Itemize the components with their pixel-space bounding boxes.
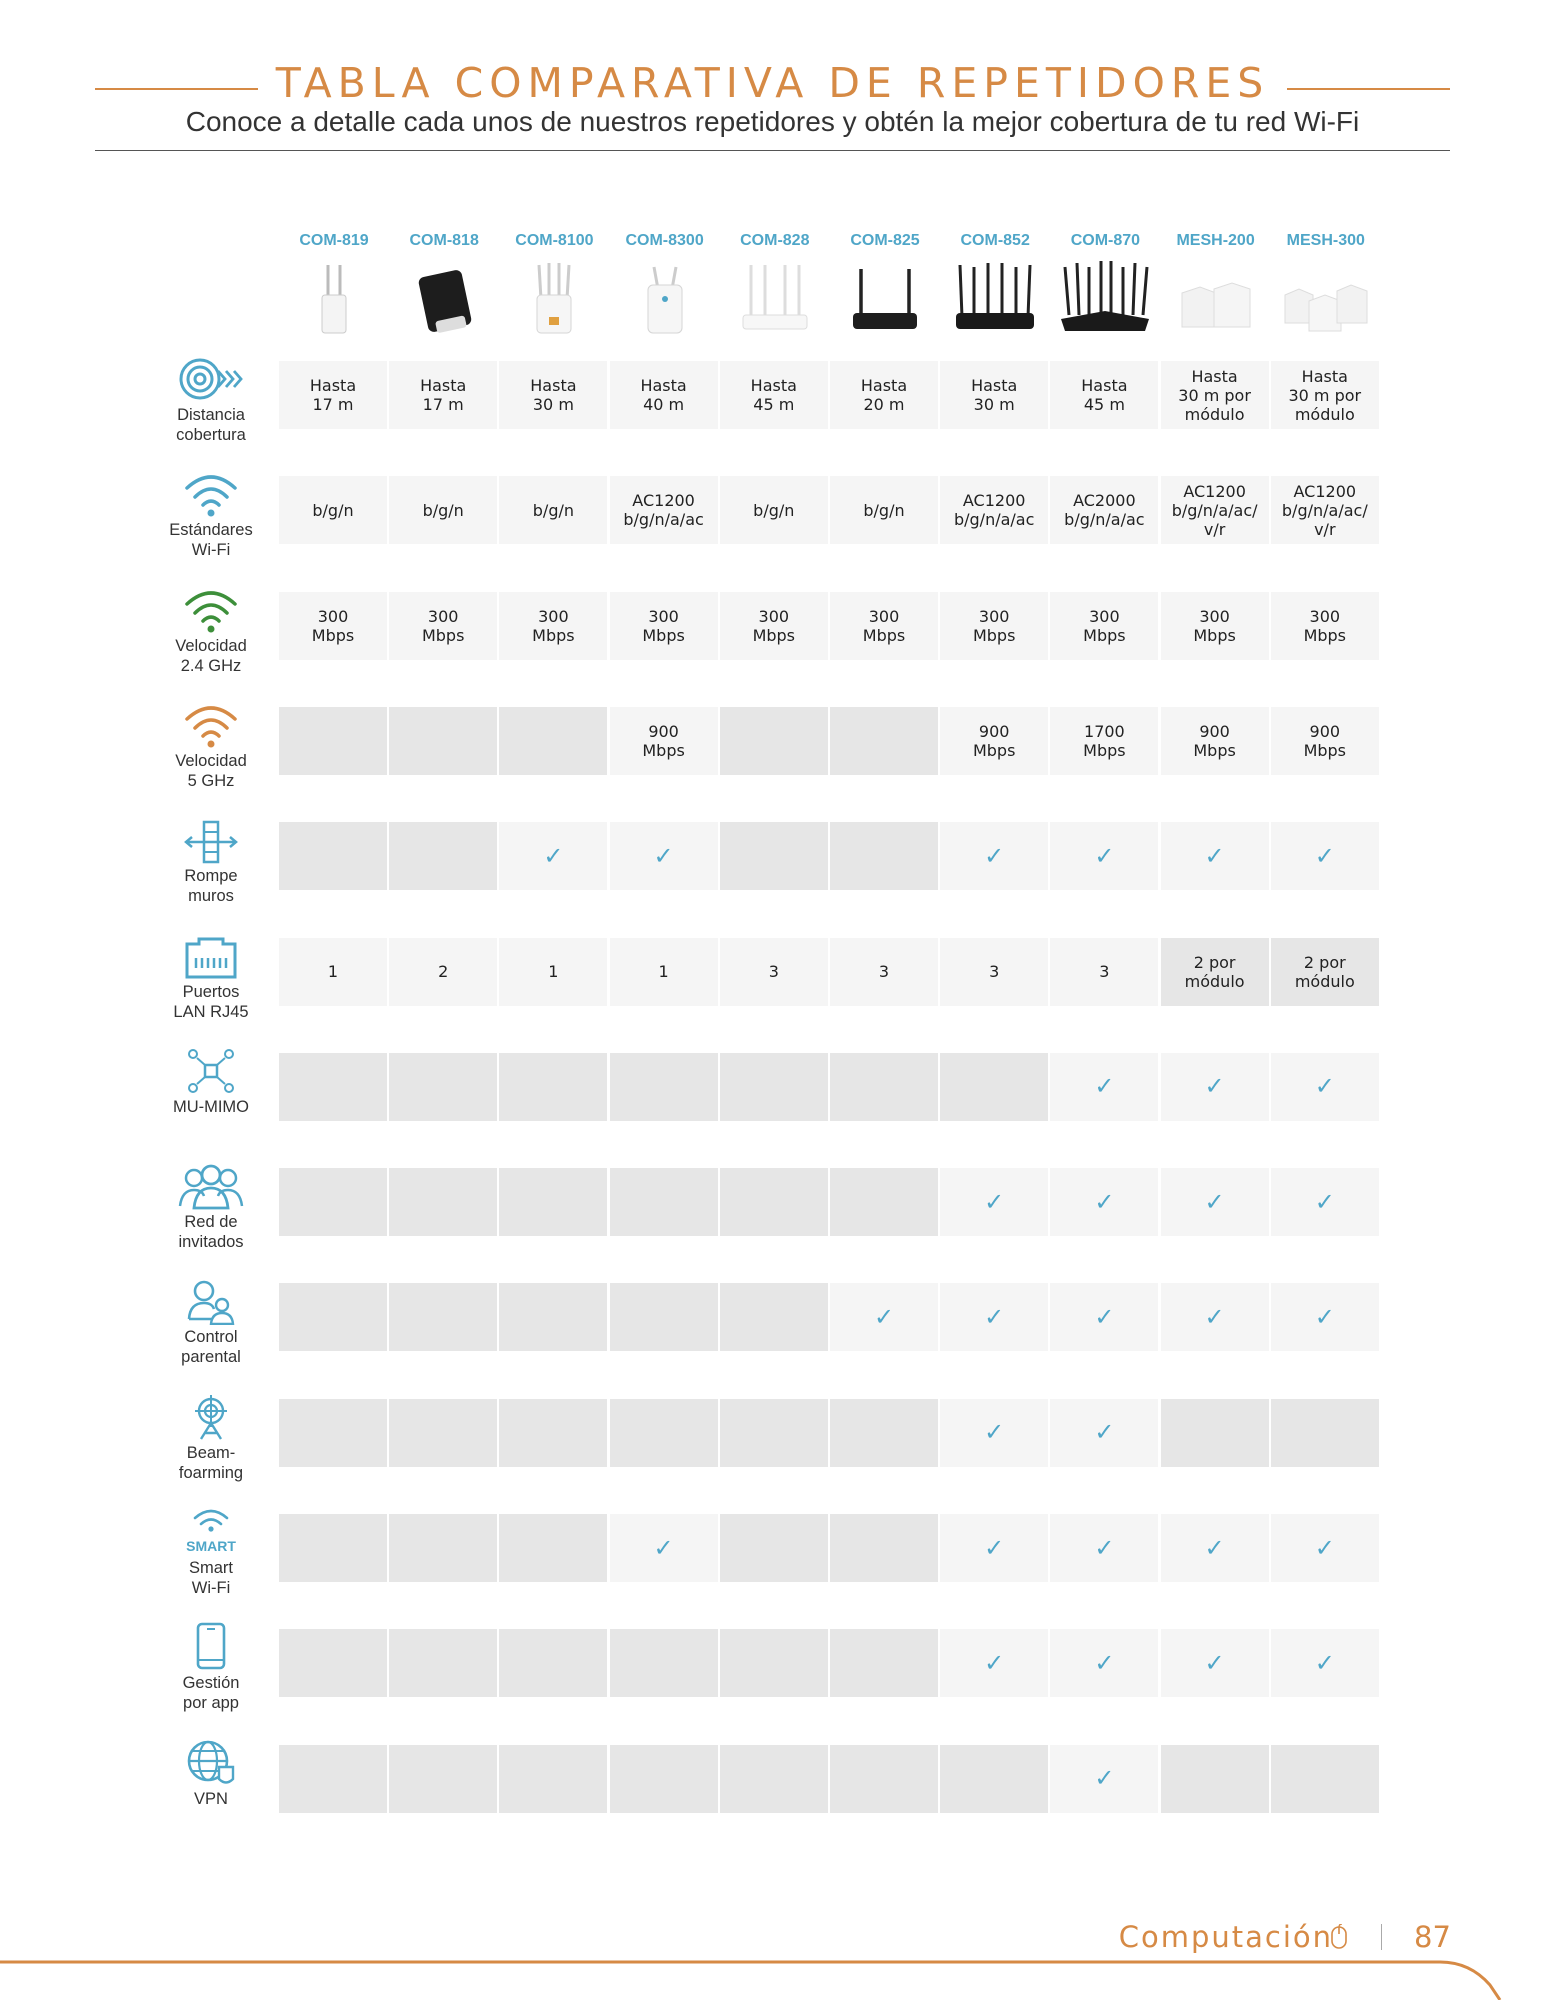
cell-value-line: 300 xyxy=(1309,606,1341,626)
cell-value-line: Mbps xyxy=(1083,740,1126,760)
cell-value-line: AC1200 xyxy=(962,491,1026,511)
cell-value-line: Hasta xyxy=(1081,376,1128,395)
cell-value-line: 20 m xyxy=(863,395,905,414)
cell-value-line: módulo xyxy=(1294,404,1355,424)
cell-value-line: 300 xyxy=(758,606,790,626)
cell-value-line: AC1200 xyxy=(1183,481,1246,501)
cell-value-line: Hasta xyxy=(530,376,577,395)
page-title: TABLA COMPARATIVA DE REPETIDORES xyxy=(275,59,1270,107)
cell-value-line: b/g/n xyxy=(532,500,574,520)
cell-value-line: 30 m por xyxy=(1288,385,1362,405)
cell-value-line: 1700 xyxy=(1084,721,1125,741)
footer-section-label: Computación xyxy=(1118,1920,1333,1954)
check-icon: ✓ xyxy=(1094,1533,1115,1562)
cell-value-line: módulo xyxy=(1184,971,1245,991)
cell-value-line: v/r xyxy=(1203,519,1226,539)
cell-value-line: 40 m xyxy=(643,395,685,414)
cell-value-line: Mbps xyxy=(421,625,465,645)
cell-value-line: Mbps xyxy=(752,625,796,645)
cell-value-line: Mbps xyxy=(972,625,1016,645)
check-icon: ✓ xyxy=(984,1533,1005,1562)
page-number: 87 xyxy=(1414,1920,1451,1954)
cell-value-line: Mbps xyxy=(642,625,685,645)
check-icon: ✓ xyxy=(1314,1648,1335,1677)
cell-value-line: 2 por xyxy=(1303,952,1346,972)
check-icon: ✓ xyxy=(653,841,674,870)
check-icon: ✓ xyxy=(984,1187,1005,1216)
check-icon: ✓ xyxy=(984,1648,1005,1677)
model-header: MESH-200 xyxy=(1176,232,1255,249)
cell-value-line: Hasta xyxy=(750,376,797,395)
cell-value-line: 2 xyxy=(438,962,449,981)
cell-value-line: 300 xyxy=(648,606,679,626)
cell-value-line: 300 xyxy=(868,606,900,626)
cell-value-line: Hasta xyxy=(1191,366,1238,386)
model-header: COM-828 xyxy=(740,232,810,249)
cell-value-line: Mbps xyxy=(311,625,355,645)
cell-value-line: 3 xyxy=(1099,962,1110,981)
model-header: COM-8100 xyxy=(515,232,594,249)
cell-value-line: 17 m xyxy=(312,395,354,414)
model-header: COM-819 xyxy=(299,232,369,249)
footer-separator xyxy=(1381,1924,1382,1950)
cell-value-line: 1 xyxy=(548,962,559,981)
cell-value-line: Hasta xyxy=(420,376,467,395)
check-icon: ✓ xyxy=(1094,1648,1115,1677)
model-header: COM-852 xyxy=(960,232,1030,249)
cell-value-line: 3 xyxy=(878,962,890,981)
feature-name-line: LAN RJ45 xyxy=(173,1002,249,1021)
cell-value-line: b/g/n/a/ac/ xyxy=(1281,500,1368,520)
check-icon: ✓ xyxy=(543,841,564,870)
cell-value-line: 300 xyxy=(978,606,1010,626)
check-icon: ✓ xyxy=(1204,841,1225,870)
check-icon: ✓ xyxy=(1204,1072,1225,1101)
feature-name-line: Velocidad xyxy=(175,751,247,770)
cell-value-line: 3 xyxy=(989,962,1000,981)
check-icon: ✓ xyxy=(653,1533,674,1562)
cell-value-line: 17 m xyxy=(422,395,464,414)
feature-name-line: Estándares xyxy=(169,521,253,540)
cell-value-line: 300 xyxy=(427,606,459,626)
model-header: COM-818 xyxy=(409,232,479,249)
check-icon: ✓ xyxy=(1314,1302,1335,1331)
cell-value-line: Mbps xyxy=(532,625,575,645)
feature-name-line: cobertura xyxy=(176,426,246,444)
feature-name-line: Wi-Fi xyxy=(191,1579,231,1597)
cell-value-line: 3 xyxy=(768,962,779,981)
feature-name-line: 5 GHz xyxy=(187,771,235,790)
cell-value-line: 300 xyxy=(1199,606,1230,626)
cell-value-line: Hasta xyxy=(860,376,908,395)
cell-value-line: b/g/n/a/ac xyxy=(953,510,1035,530)
feature-name-line: foarming xyxy=(178,1463,244,1482)
check-icon: ✓ xyxy=(1204,1648,1225,1677)
feature-name-line: Wi-Fi xyxy=(191,541,231,560)
cell-value-line: 2 por xyxy=(1193,952,1236,972)
cell-value-line: 900 xyxy=(1199,721,1230,741)
cell-value-line: Mbps xyxy=(1193,625,1236,645)
feature-name-line: Beam- xyxy=(186,1443,236,1462)
check-icon: ✓ xyxy=(873,1302,895,1331)
check-icon: ✓ xyxy=(1094,841,1115,870)
cell-value-line: 300 xyxy=(317,606,349,626)
cell-value-line: Mbps xyxy=(862,625,906,645)
svg-text:SMART: SMART xyxy=(186,1538,236,1554)
check-icon: ✓ xyxy=(984,1302,1005,1331)
check-icon: ✓ xyxy=(1204,1187,1225,1216)
feature-name-line: Rompe xyxy=(184,867,238,886)
check-icon: ✓ xyxy=(1204,1533,1225,1562)
cell-value-line: 30 m xyxy=(532,395,574,414)
feature-name-line: 2.4 GHz xyxy=(180,656,242,675)
check-icon: ✓ xyxy=(984,841,1005,870)
feature-name-line: Gestión xyxy=(182,1674,240,1693)
cell-value-line: b/g/n/a/ac/ xyxy=(1171,500,1258,520)
feature-name-line: MU-MIMO xyxy=(172,1097,250,1116)
check-icon: ✓ xyxy=(1314,841,1335,870)
cell-value-line: Mbps xyxy=(1303,740,1347,760)
cell-value-line: b/g/n/a/ac xyxy=(1064,510,1145,530)
cell-value-line: 30 m por xyxy=(1178,385,1251,405)
model-header: MESH-300 xyxy=(1286,232,1365,249)
cell-value-line: 900 xyxy=(648,721,679,741)
cell-value-line: AC1200 xyxy=(632,491,695,511)
cell-value-line: b/g/n xyxy=(312,500,354,520)
cell-value-line: 1 xyxy=(327,962,339,981)
cell-value-line: Hasta xyxy=(971,376,1018,395)
model-header: COM-870 xyxy=(1070,232,1141,249)
feature-name-line: por app xyxy=(183,1694,239,1713)
cell-value-line: Mbps xyxy=(1083,625,1126,645)
cell-value-line: módulo xyxy=(1184,404,1245,424)
cell-value-line: Mbps xyxy=(642,740,685,760)
feature-name-line: Smart xyxy=(188,1559,233,1577)
cell-value-line: 1 xyxy=(658,962,669,981)
check-icon: ✓ xyxy=(1094,1302,1115,1331)
cell-value-line: módulo xyxy=(1294,971,1355,991)
cell-value-line: Hasta xyxy=(640,376,687,395)
feature-name-line: Control xyxy=(184,1328,238,1347)
feature-name-line: muros xyxy=(188,887,234,906)
feature-name-line: Red de xyxy=(184,1213,238,1232)
check-icon: ✓ xyxy=(1094,1072,1115,1101)
cell-value-line: b/g/n xyxy=(753,500,795,520)
check-icon: ✓ xyxy=(1314,1533,1335,1562)
check-icon: ✓ xyxy=(984,1418,1005,1447)
cell-value-line: 45 m xyxy=(1083,395,1125,414)
check-icon: ✓ xyxy=(1094,1187,1115,1216)
cell-value-line: 30 m xyxy=(973,395,1015,414)
model-header: COM-825 xyxy=(850,232,920,249)
cell-value-line: Hasta xyxy=(309,376,357,395)
check-icon: ✓ xyxy=(1094,1418,1115,1447)
cell-value-line: 45 m xyxy=(753,395,795,414)
cell-value-line: v/r xyxy=(1314,519,1336,539)
cell-value-line: Mbps xyxy=(1303,625,1347,645)
feature-name-line: VPN xyxy=(194,1789,228,1808)
cell-value-line: AC2000 xyxy=(1073,491,1136,511)
page-subtitle: Conoce a detalle cada unos de nuestros repetidores y obtén la mejor cobertura de tu red Wi-Fi xyxy=(185,106,1360,137)
feature-name-line: parental xyxy=(181,1348,241,1367)
cell-value-line: b/g/n xyxy=(422,500,464,520)
mouse-icon xyxy=(1330,1924,1348,1950)
cell-value-line: 900 xyxy=(1309,721,1341,741)
cell-value-line: Mbps xyxy=(1193,740,1236,760)
feature-name-line: Distancia xyxy=(177,406,245,424)
cell-value-line: 900 xyxy=(978,721,1010,741)
check-icon: ✓ xyxy=(1314,1187,1335,1216)
cell-value-line: 300 xyxy=(1089,606,1120,626)
cell-value-line: AC1200 xyxy=(1293,481,1357,501)
cell-value-line: Hasta xyxy=(1301,366,1348,386)
cell-value-line: b/g/n/a/ac xyxy=(623,510,704,530)
feature-name-line: Velocidad xyxy=(175,636,247,655)
check-icon: ✓ xyxy=(1204,1302,1225,1331)
feature-name-line: invitados xyxy=(178,1233,244,1252)
cell-value-line: b/g/n xyxy=(863,500,905,520)
cell-value-line: Mbps xyxy=(972,740,1016,760)
check-icon: ✓ xyxy=(1094,1764,1115,1793)
cell-value-line: 300 xyxy=(538,606,569,626)
model-header: COM-8300 xyxy=(625,232,704,249)
feature-name-line: Puertos xyxy=(182,982,240,1001)
check-icon: ✓ xyxy=(1314,1072,1335,1101)
